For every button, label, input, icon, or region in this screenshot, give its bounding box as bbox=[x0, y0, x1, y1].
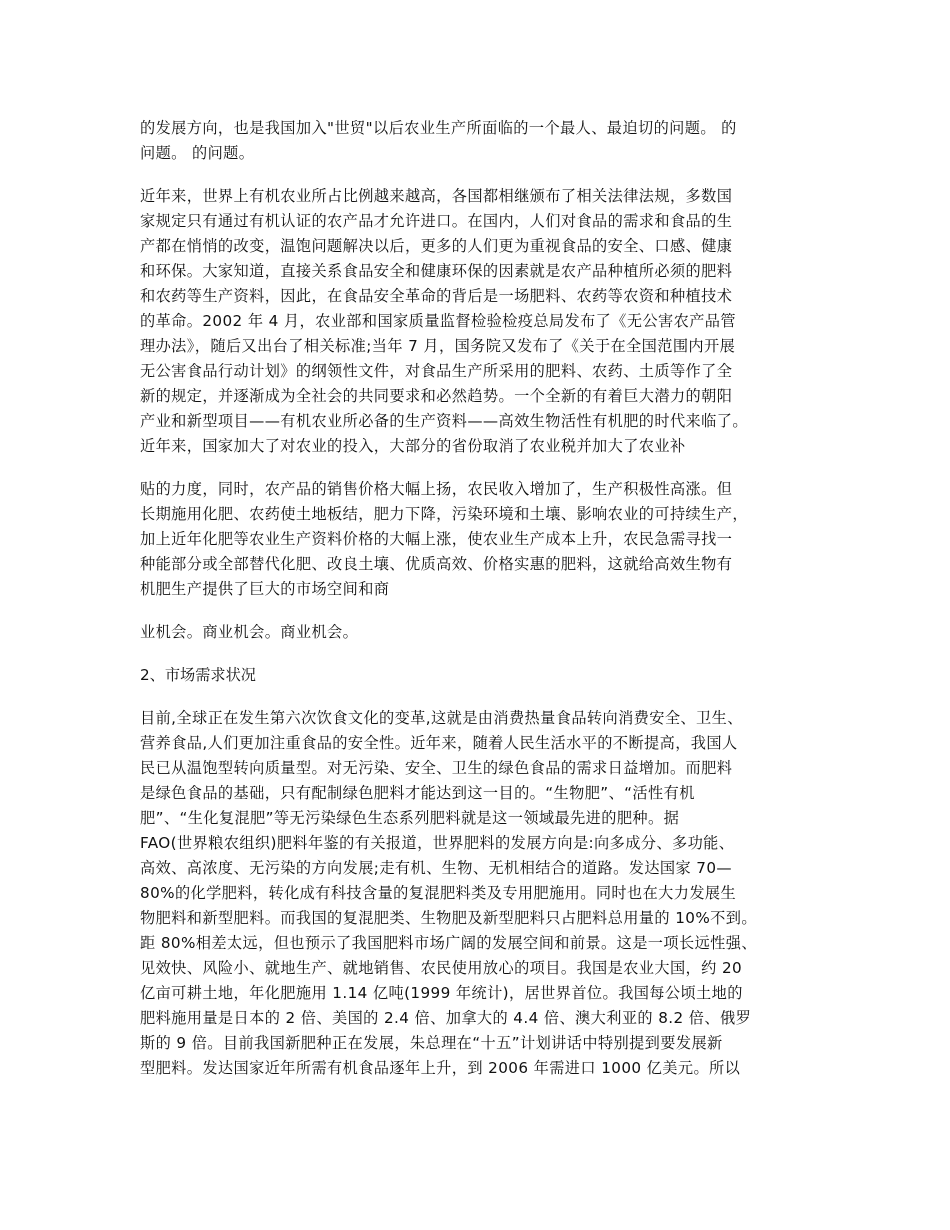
text-line: 近年来，世界上有机农业所占比例越来越高，各国都相继颁布了相关法律法规，多数国 bbox=[140, 187, 733, 205]
text-line: 民已从温饱型转向质量型。对无污染、安全、卫生的绿色食品的需求日益增加。而肥料 bbox=[140, 759, 733, 777]
text-line: 贴的力度，同时，农产品的销售价格大幅上扬，农民收入增加了，生产积极性高涨。但 bbox=[140, 480, 733, 498]
text-line: 产业和新型项目——有机农业所必备的生产资料——高效生物活性有机肥的时代来临了。 bbox=[140, 412, 748, 430]
text-line: FAO(世界粮农组织)肥料年鉴的有关报道，世界肥料的发展方向是:向多成分、多功能、 bbox=[140, 834, 735, 852]
paragraph-intro bbox=[140, 116, 818, 166]
paragraph-organic-agriculture bbox=[140, 184, 818, 459]
text-line: 产都在悄悄的改变，温饱问题解决以后，更多的人们更为重视食品的安全、口感、健康 bbox=[140, 237, 733, 255]
paragraph-business-opportunity bbox=[140, 620, 818, 645]
text-line: 物肥料和新型肥料。而我国的复混肥类、生物肥及新型肥料只占肥料总用量的 10%不到。 bbox=[140, 909, 757, 927]
text-line: 近年来，国家加大了对农业的投入，大部分的省份取消了农业税并加大了农业补 bbox=[140, 437, 686, 455]
text-line: 斯的 9 倍。目前我国新肥种正在发展，朱总理在“十五”计划讲话中特别提到要发展新 bbox=[140, 1034, 723, 1052]
text-line: 肥料施用量是日本的 2 倍、美国的 2.4 倍、加拿大的 4.4 倍、澳大利亚的 8.2 倍、俄罗 bbox=[140, 1009, 752, 1027]
paragraph-subsidy bbox=[140, 477, 818, 602]
text-line: 种能部分或全部替代化肥、改良土壤、优质高效、价格实惠的肥料，这就给高效生物有 bbox=[140, 555, 733, 573]
text-line: 的发展方向，也是我国加入"世贸"以后农业生产所面临的一个最人、最迫切的问题。 的 bbox=[140, 119, 737, 137]
text-line: 理办法》，随后又出台了相关标准;当年 7 月，国务院又发布了《关于在全国范围内开展 bbox=[140, 337, 736, 355]
text-line: 业机会。商业机会。商业机会。 bbox=[140, 623, 359, 641]
text-line: 距 80%相差太远，但也预示了我国肥料市场广阔的发展空间和前景。这是一项长远性强、 bbox=[140, 934, 757, 952]
text-line: 和环保。大家知道，直接关系食品安全和健康环保的因素就是农产品种植所必须的肥料 bbox=[140, 262, 733, 280]
text-line: 营养食品,人们更加注重食品的安全性。近年来，随着人民生活水平的不断提高，我国人 bbox=[140, 734, 738, 752]
text-line: 和农药等生产资料，因此，在食品安全革命的背后是一场肥料、农药等农资和种植技术 bbox=[140, 287, 733, 305]
text-line: 家规定只有通过有机认证的农产品才允许进口。在国内，人们对食品的需求和食品的生 bbox=[140, 212, 733, 230]
text-line: 高效、高浓度、无污染的方向发展;走有机、生物、无机相结合的道路。发达国家 70— bbox=[140, 859, 733, 877]
document-page bbox=[140, 116, 818, 1081]
text-line: 新的规定，并逐渐成为全社会的共同要求和必然趋势。一个全新的有着巨大潜力的朝阳 bbox=[140, 387, 733, 405]
text-line: 80%的化学肥料，转化成有科技含量的复混肥料类及专用肥施用。同时也在大力发展生 bbox=[140, 884, 737, 902]
section-heading: 2、市场需求状况 bbox=[140, 666, 256, 684]
paragraph-market-demand bbox=[140, 706, 818, 1081]
text-line: 问题。 的问题。 bbox=[140, 144, 255, 162]
text-line: 目前,全球正在发生第六次饮食文化的变革,这就是由消费热量食品转向消费安全、卫生、 bbox=[140, 709, 743, 727]
text-line: 是绿色食品的基础，只有配制绿色肥料才能达到这一目的。“生物肥”、“活性有机 bbox=[140, 784, 695, 802]
text-line: 长期施用化肥、农药使土地板结，肥力下降，污染环境和土壤、影响农业的可持续生产， bbox=[140, 505, 748, 523]
text-line: 肥”、“生化复混肥”等无污染绿色生态系列肥料就是这一领域最先进的肥种。据 bbox=[140, 809, 680, 827]
text-line: 机肥生产提供了巨大的市场空间和商 bbox=[140, 580, 390, 598]
text-line: 无公害食品行动计划》的纲领性文件，对食品生产所采用的肥料、农药、土质等作了全 bbox=[140, 362, 733, 380]
text-line: 型肥料。发达国家近年所需有机食品逐年上升，到 2006 年需进口 1000 亿美元。所以 bbox=[140, 1059, 741, 1077]
text-line: 加上近年化肥等农业生产资料价格的大幅上涨，使农业生产成本上升，农民急需寻找一 bbox=[140, 530, 733, 548]
text-line: 见效快、风险小、就地生产、就地销售、农民使用放心的项目。我国是农业大国，约 20 bbox=[140, 959, 743, 977]
text-line: 的革命。2002 年 4 月，农业部和国家质量监督检验检疫总局发布了《无公害农产品管 bbox=[140, 312, 736, 330]
text-line: 亿亩可耕土地，年化肥施用 1.14 亿吨(1999 年统计)，居世界首位。我国每公顷土地的 bbox=[140, 984, 743, 1002]
